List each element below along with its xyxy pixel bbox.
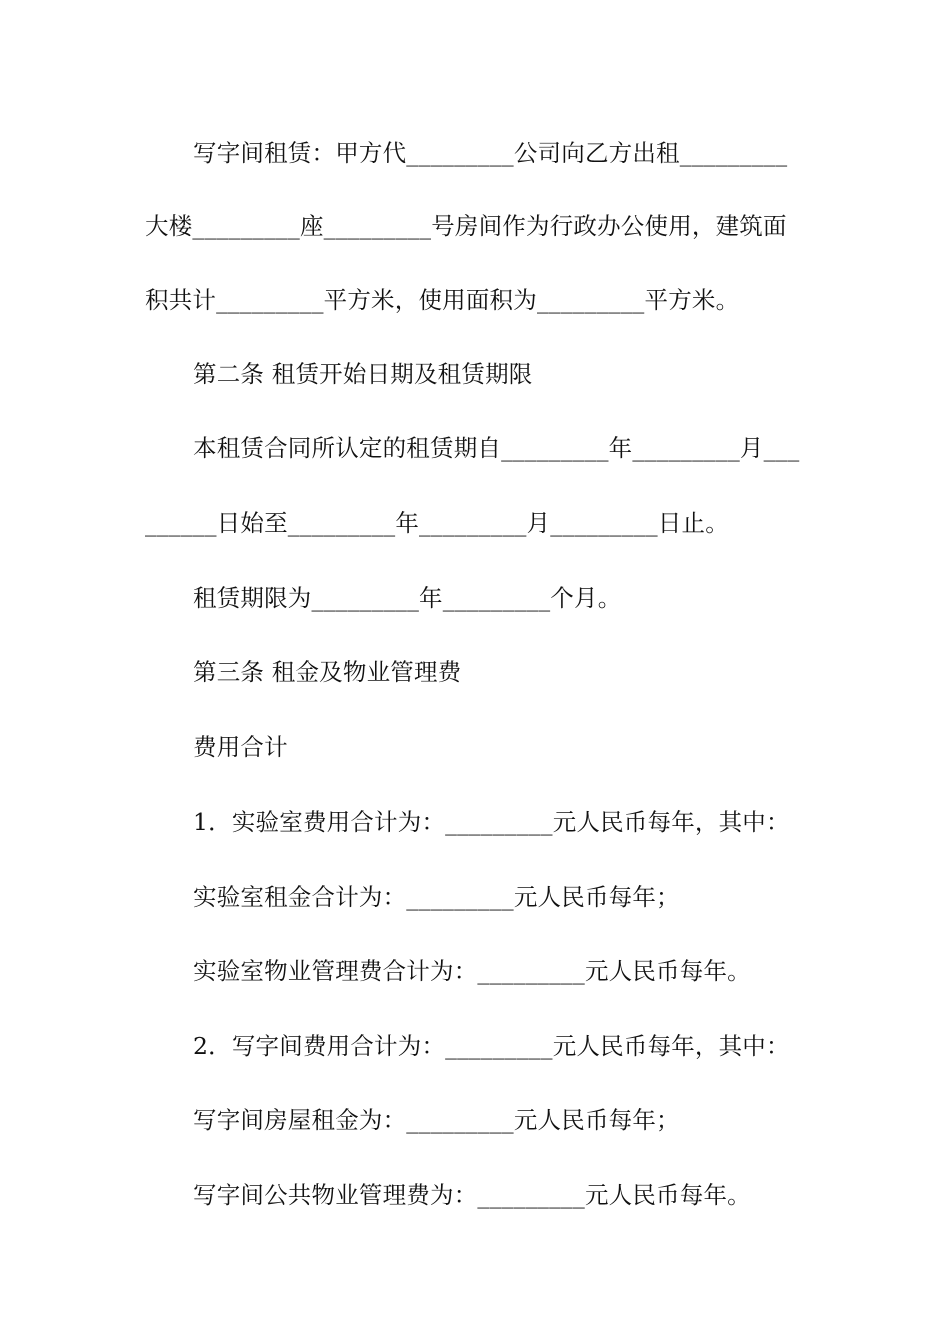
- paragraph-lease-duration: 租赁期限为_________年_________个月。: [193, 584, 622, 612]
- paragraph-lease-period: 本租赁合同所认定的租赁期自_________年_________月___: [193, 434, 800, 462]
- article-3-heading: 第三条 租金及物业管理费: [193, 658, 462, 686]
- paragraph-office-lease-cont-1: 大楼_________座_________号房间作为行政办公使用，建筑面: [145, 212, 787, 240]
- office-property-fee: 写字间公共物业管理费为：_________元人民币每年。: [193, 1181, 751, 1209]
- office-rent: 写字间房屋租金为：_________元人民币每年；: [193, 1106, 680, 1134]
- fee-total-heading: 费用合计: [193, 733, 288, 761]
- paragraph-office-lease-cont-2: 积共计_________平方米，使用面积为_________平方米。: [145, 286, 740, 314]
- article-2-heading: 第二条 租赁开始日期及租赁期限: [193, 360, 533, 388]
- paragraph-office-lease: 写字间租赁：甲方代_________公司向乙方出租_________: [193, 139, 788, 167]
- lab-property-fee-total: 实验室物业管理费合计为：_________元人民币每年。: [193, 957, 751, 985]
- lab-fee-total: 1．实验室费用合计为：_________元人民币每年，其中：: [193, 808, 790, 836]
- office-fee-total: 2．写字间费用合计为：_________元人民币每年，其中：: [193, 1032, 790, 1060]
- paragraph-lease-period-cont: ______日始至_________年_________月_________日止。: [145, 509, 729, 537]
- lab-rent-total: 实验室租金合计为：_________元人民币每年；: [193, 883, 680, 911]
